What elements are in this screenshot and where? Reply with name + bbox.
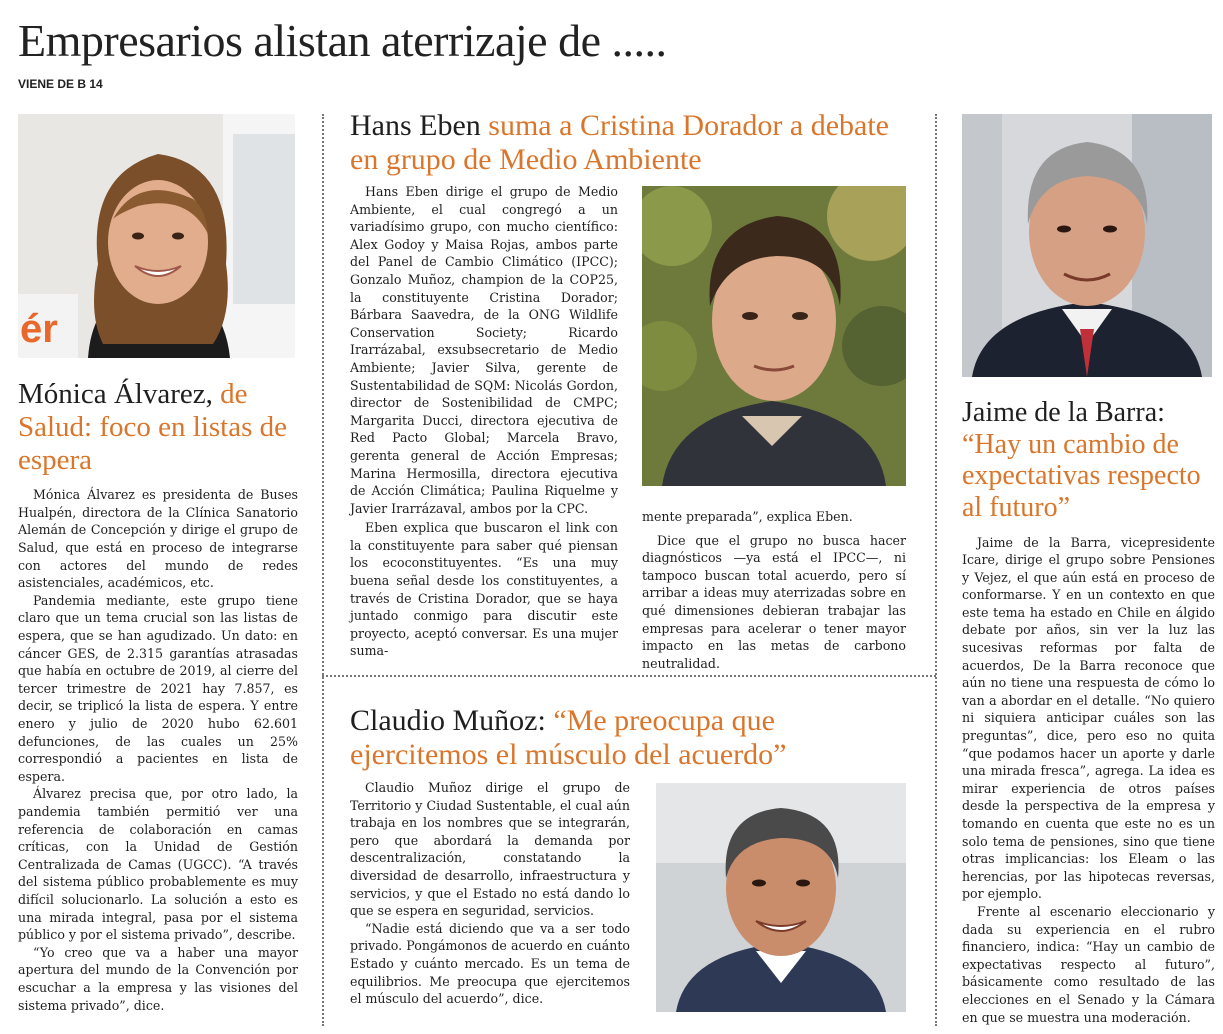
kicker: VIENE DE B 14 [18,77,103,91]
paragraph: Hans Eben dirige el grupo de Medio Ambiente, el cual congregó a un variadísimo grupo, con mucho científico: Alex Godoy y Maisa Rojas, ambos parte del Panel de Cambio Climático (IPCC); Gonzalo Muñoz, champion de la COP25, la constituyente Cristina Dorador; Bárbara Saavedra, de la ONG Wildlife Conservation Society; Ricardo Irarrázabal, exsubsecretario de Medio Ambiente; Javier Silva, gerente de Sustentabilidad de SQM: Nicolás Gordon, director de Sostenibilidad de CMPC; Margarita Ducci, directora ejecutiva de Red Pacto Global; Marcela Bravo, gerenta general de Acción Empresas; Marina Hermosilla, directora ejecutiva de Acción Climática; Paulina Riquelme y Javier Irarrázaval, ambos por la CPC. [350,184,618,516]
article-monica [18,378,298,1014]
subheading-hans-accent: suma a Cristina Dorador a debate en grupo de Medio Ambiente [350,109,889,176]
paragraph: Claudio Muñoz dirige el grupo de Territorio y Ciudad Sustentable, el cual aún trabaja en los nombres que se integrarán, pero que abordará la demanda por descentralización, constatando la diversidad de desarrollo, infraestructura y servicios, y que el Estado no está dando lo que se espera en seguridad, servicios. [350,780,630,919]
subheading-hans [350,109,910,177]
paragraph: mente preparada”, explica Eben. [642,509,853,524]
photo-hans-eben [642,186,906,486]
paragraph: Frente al escenario eleccionario y dada su experiencia en el rubro financiero, indica: “Hay un cambio de expectativas respecto al futuro”, básicamente como resultado de las elecciones en el Senado y la Cámara en que se muestra una moderación. [962,903,1215,1025]
portrait-jaime-icon [962,114,1212,377]
paragraph: Jaime de la Barra, vicepresidente Icare, dirige el grupo sobre Pensiones y Vejez, el que aún está en proceso de conformarse. Y en un contexto en que este tema ha estado en Chile en álgido debate por años, sin ver la luz las sucesivas reformas por falta de acuerdos, De la Barra reconoce que aún no tiene una respuesta de cómo lo van a abordar en el detalle. “No quiero ni siquiera anticipar cuáles son las preguntas”, dice, pero eso no quita “que podamos hacer un aporte y darle una mirada fresca”, agrega. La idea es mirar experiencia de otros países desde la perspectiva de la empresa y tomando en cuenta que este no es un solo tema de pensiones, sino que tiene otras implicancias: los Eleam o las herencias, por las hipotecas reversas, por ejemplo. [962,534,1215,902]
portrait-monica-icon [18,114,295,358]
photo-jaime-de-la-barra [962,114,1212,377]
paragraph: “Yo creo que va a haber una mayor apertura del mundo de la Convención por escuchar a la empresa y las visiones del sistema privado”, dice. [18,944,298,1013]
body-claudio [350,779,630,1008]
paragraph: Mónica Álvarez es presidenta de Buses Hualpén, directora de la Clínica Sanatorio Alemán de Concepción y dirige el grupo de Salud, que está en proceso de integrarse con actores del mundo de redes asistenciales, académicos, etc. [18,487,298,591]
portrait-hans-icon [642,186,906,486]
paragraph: Eben explica que buscaron el link con la constituyente para saber qué piensan los ecoconstituyentes. “Es una muy buena señal desde los constituyentes, a través de Cristina Dorador, que se haya juntado conmigo para discutir este proyecto, aceptó conversar. Es una mujer suma- [350,520,618,659]
body-hans-col2 [642,508,906,672]
body-jaime [962,534,1215,1027]
photo-monica-alvarez [18,114,295,358]
headline: Empresarios alistan aterrizaje de ..... [18,15,667,66]
subheading-jaime-name: Jaime de la Barra: [962,397,1165,428]
paragraph: Dice que el grupo no busca hacer diagnósticos —ya está el IPCC—, ni tampoco buscan total acuerdo, pero sí arribar a ideas muy aterrizadas sobre en qué dimensiones debieran trabajar las empresas para acelerar o tener mayor impacto en las metas de carbono neutralidad. [642,532,906,671]
paragraph: Pandemia mediante, este grupo tiene claro que un tema crucial son las listas de espera, que se han agudizado. Un dato: en cáncer GES, de 2.315 garantías atrasadas que había en octubre de 2019, al cierre del tercer trimestre de 2021 hay 7.857, es decir, se triplicó la lista de espera. Y entre enero y julio de 2020 hubo 62.601 defunciones, de las cuales un 25% correspondió a pacientes en lista de espera. [18,592,298,784]
body-hans-col1 [350,183,618,660]
subheading-hans-name: Hans Eben [350,109,481,142]
subheading-claudio-accent: “Me preocupa que ejercitemos el músculo del acuerdo” [350,704,787,771]
svg-text:ér: ér [20,307,58,351]
article-jaime [962,397,1215,1026]
subheading-claudio-name: Claudio Muñoz: [350,704,546,737]
subheading-monica-accent: de Salud: foco en listas de espera [18,378,288,476]
photo-claudio-munoz [656,783,906,1012]
subheading-monica [18,378,298,476]
divider-right [935,114,937,1026]
body-monica [18,486,298,1014]
paragraph: Álvarez precisa que, por otro lado, la pandemia también permitió ver una referencia de colaboración en camas críticas, con la Unidad de Gestión Centralizada de Camas (UGCC). “A través del sistema público probablemente es muy difícil solucionarlo. La solución a esto es una mirada integral, pasa por el sistema público y por el sistema privado”, describe. [18,786,298,943]
subheading-jaime-accent: “Hay un cambio de expectativas respecto al futuro” [962,428,1201,523]
subheading-claudio [350,704,910,772]
paragraph: “Nadie está diciendo que va a ser todo privado. Pongámonos de acuerdo en cuánto Estado y cuánto mercado. Es un tema de equilibrios. Me preocupa que ejercitemos el músculo del acuerdo”, dice. [350,920,630,1007]
subheading-monica-name: Mónica Álvarez, [18,378,213,410]
subheading-jaime [962,397,1215,524]
divider-left [322,114,324,1026]
divider-middle [322,675,936,677]
portrait-claudio-icon [656,783,906,1012]
